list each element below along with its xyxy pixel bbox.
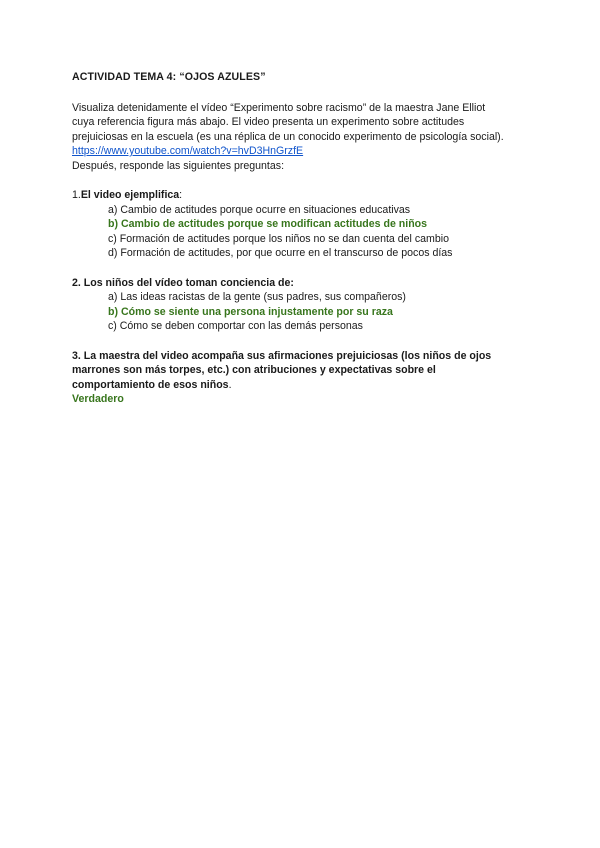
question-3-period: . (228, 378, 232, 391)
question-1-option-d: d) Formación de actitudes, por que ocurre en el transcurso de pocos días (108, 247, 453, 259)
question-2-options (72, 290, 542, 334)
question-1-option-c: c) Formación de actitudes porque los niños no se dan cuenta del cambio (108, 232, 449, 245)
document-title: ACTIVIDAD TEMA 4: “OJOS AZULES” (72, 71, 266, 83)
question-2-prompt: 2. Los niños del vídeo toman conciencia de: (72, 276, 294, 289)
question-3-line-3-text: comportamiento de esos niños (72, 378, 229, 391)
question-1-options (72, 203, 542, 261)
question-1-option-b-correct: b) Cambio de actitudes porque se modifican actitudes de niños (108, 218, 428, 230)
question-2 (72, 276, 542, 334)
question-3-line-3 (72, 378, 542, 393)
document-page (72, 70, 542, 407)
question-3-answer: Verdadero (72, 393, 124, 405)
question-1-text: El video ejemplifica (80, 189, 180, 201)
intro-line-4: Después, responde las siguientes preguntas: (72, 159, 285, 172)
question-1-colon: : (179, 189, 183, 201)
video-link[interactable]: https://www.youtube.com/watch?v=hvD3HnGrzfE (72, 145, 304, 157)
question-1-number: 1. (72, 189, 81, 201)
question-2-option-c: c) Cómo se deben comportar con las demás personas (108, 320, 363, 332)
question-1 (72, 188, 542, 261)
question-3-line-1: 3. La maestra del video acompaña sus afirmaciones prejuiciosas (los niños de ojos (72, 349, 492, 362)
question-1-prompt (72, 188, 542, 203)
intro-block (72, 101, 542, 174)
question-3-line-2: marrones son más torpes, etc.) con atribuciones y expectativas sobre el (72, 364, 436, 376)
intro-line-3: prejuiciosas en la escuela (es una réplica de un conocido experimento de psicología social). (72, 130, 504, 143)
question-2-option-b-correct: b) Cómo se siente una persona injustamente por su raza (108, 305, 393, 318)
question-1-option-a: a) Cambio de actitudes porque ocurre en situaciones educativas (108, 203, 411, 216)
intro-line-1: Visualiza detenidamente el vídeo “Experimento sobre racismo” de la maestra Jane Elliot (72, 101, 486, 114)
question-3 (72, 349, 542, 407)
intro-line-2: cuya referencia figura más abajo. El video presenta un experimento sobre actitudes (72, 116, 465, 128)
question-2-option-a: a) Las ideas racistas de la gente (sus padres, sus compañeros) (108, 291, 406, 303)
